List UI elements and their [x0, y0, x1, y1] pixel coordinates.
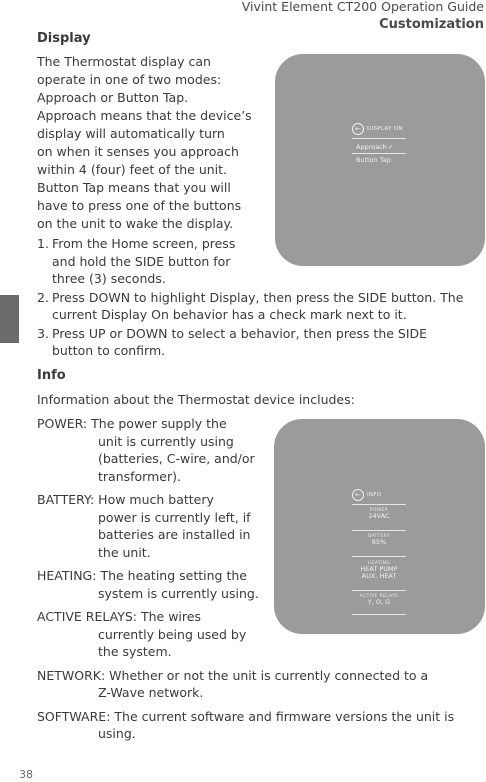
- display-intro-line: within 4 (four) feet of the unit.: [37, 162, 228, 177]
- definition-item: [37, 708, 486, 743]
- definition-line: using.: [98, 726, 136, 741]
- step-line: From the Home screen, press: [52, 236, 236, 251]
- definition-line: The heating setting the: [100, 568, 247, 583]
- definition-line: Z-Wave network.: [98, 685, 204, 700]
- definition-line: power is currently left, if: [98, 509, 251, 525]
- step-line: Press UP or DOWN to select a behavior, then press the SIDE: [52, 325, 428, 341]
- screen-divider: [352, 504, 406, 505]
- info-item-label: ACTIVE RELAYS: [359, 594, 399, 599]
- display-intro-line: have to press one of the buttons: [37, 198, 242, 213]
- definition-line: The current software and firmware versions the unit is: [114, 708, 455, 724]
- document-title: Vivint Element CT200 Operation Guide: [241, 0, 484, 14]
- definition-term: NETWORK:: [37, 667, 106, 683]
- info-item-power: [352, 508, 406, 520]
- info-intro: Information about the Thermostat device includes:: [37, 392, 355, 407]
- info-item-value: 85%: [371, 538, 387, 546]
- definition-line: The power supply the: [91, 416, 227, 431]
- section-title: Customization: [379, 17, 484, 32]
- info-item-battery: [352, 534, 406, 546]
- definition-term: POWER:: [37, 416, 88, 431]
- info-screen-heading: INFO: [367, 492, 382, 498]
- check-mark-icon: ✓: [387, 143, 394, 151]
- display-intro-line: Button Tap means that you will: [37, 180, 231, 195]
- screen-divider: [352, 556, 406, 557]
- info-item-heating: [352, 561, 406, 580]
- info-item-label: BATTERY: [368, 534, 390, 539]
- info-screen-header: [352, 489, 381, 501]
- definition-line: (batteries, C-wire, and/or: [98, 451, 255, 466]
- definition-line: currently being used by: [98, 626, 247, 642]
- screen-divider: [352, 614, 406, 615]
- display-intro-line: Approach or Button Tap.: [37, 90, 189, 105]
- definition-line: unit is currently using: [98, 433, 234, 449]
- definition-line: batteries are installed in: [98, 527, 251, 542]
- info-heading: Info: [37, 368, 66, 383]
- info-item-active-relays: [352, 594, 406, 606]
- step-number: 2.: [37, 289, 49, 305]
- display-intro-line: Approach means that the device’s: [37, 108, 252, 123]
- back-arrow-icon: ←: [352, 489, 364, 501]
- step-line: current Display On behavior has a check mark next to it.: [52, 307, 407, 322]
- definition-term: SOFTWARE:: [37, 708, 111, 724]
- display-intro: [37, 53, 267, 233]
- display-heading: Display: [37, 31, 91, 46]
- step-line: Press DOWN to highlight Display, then press the SIDE button. The: [52, 289, 464, 305]
- info-item-value: 24VAC: [368, 512, 390, 520]
- display-intro-line: on the unit to wake the display.: [37, 216, 234, 231]
- screen-divider: [352, 530, 406, 531]
- definition-line: the unit.: [98, 544, 151, 560]
- step-number: 1.: [37, 236, 49, 251]
- definition-term: BATTERY:: [37, 492, 95, 507]
- step-line: button to confirm.: [52, 343, 166, 358]
- definition-line: system is currently using.: [98, 585, 259, 601]
- step-item: [37, 289, 463, 324]
- info-item-label: HEATING: [368, 561, 390, 566]
- display-screen-heading: DISPLAY ON: [367, 126, 403, 132]
- step-line: and hold the SIDE button for: [52, 253, 231, 269]
- display-intro-line: on when it senses you approach: [37, 144, 239, 159]
- definition-item: [37, 667, 486, 702]
- display-option-approach-label: Approach: [356, 143, 387, 151]
- side-tab-marker: [0, 295, 19, 343]
- display-intro-line: display will automatically turn: [37, 126, 225, 141]
- definition-line: transformer).: [98, 468, 181, 484]
- definition-line: The wires: [140, 609, 201, 624]
- display-option-approach: [356, 143, 394, 151]
- info-item-label: POWER: [369, 508, 389, 513]
- definition-term: ACTIVE RELAYS:: [37, 609, 137, 624]
- display-screen-header: [352, 123, 403, 135]
- screen-divider: [352, 153, 406, 154]
- info-item-value: Y, O, G: [367, 598, 391, 606]
- step-number: 3.: [37, 325, 49, 341]
- screen-divider: [352, 138, 406, 139]
- page-number: 38: [19, 768, 33, 781]
- display-intro-line: The Thermostat display can: [37, 54, 211, 69]
- definition-term: HEATING:: [37, 568, 97, 583]
- info-item-value: HEAT PUMP AUX. HEAT: [360, 565, 398, 580]
- definition-line: the system.: [98, 644, 172, 659]
- definition-line: Whether or not the unit is currently connected to a: [109, 667, 429, 683]
- definition-line: How much battery: [98, 492, 214, 507]
- step-line: three (3) seconds.: [52, 271, 166, 286]
- display-intro-line: operate in one of two modes:: [37, 72, 222, 87]
- screen-divider: [352, 590, 406, 591]
- back-arrow-icon: ←: [352, 123, 364, 135]
- display-option-button-tap: Button Tap: [356, 156, 391, 164]
- step-item: [37, 325, 463, 360]
